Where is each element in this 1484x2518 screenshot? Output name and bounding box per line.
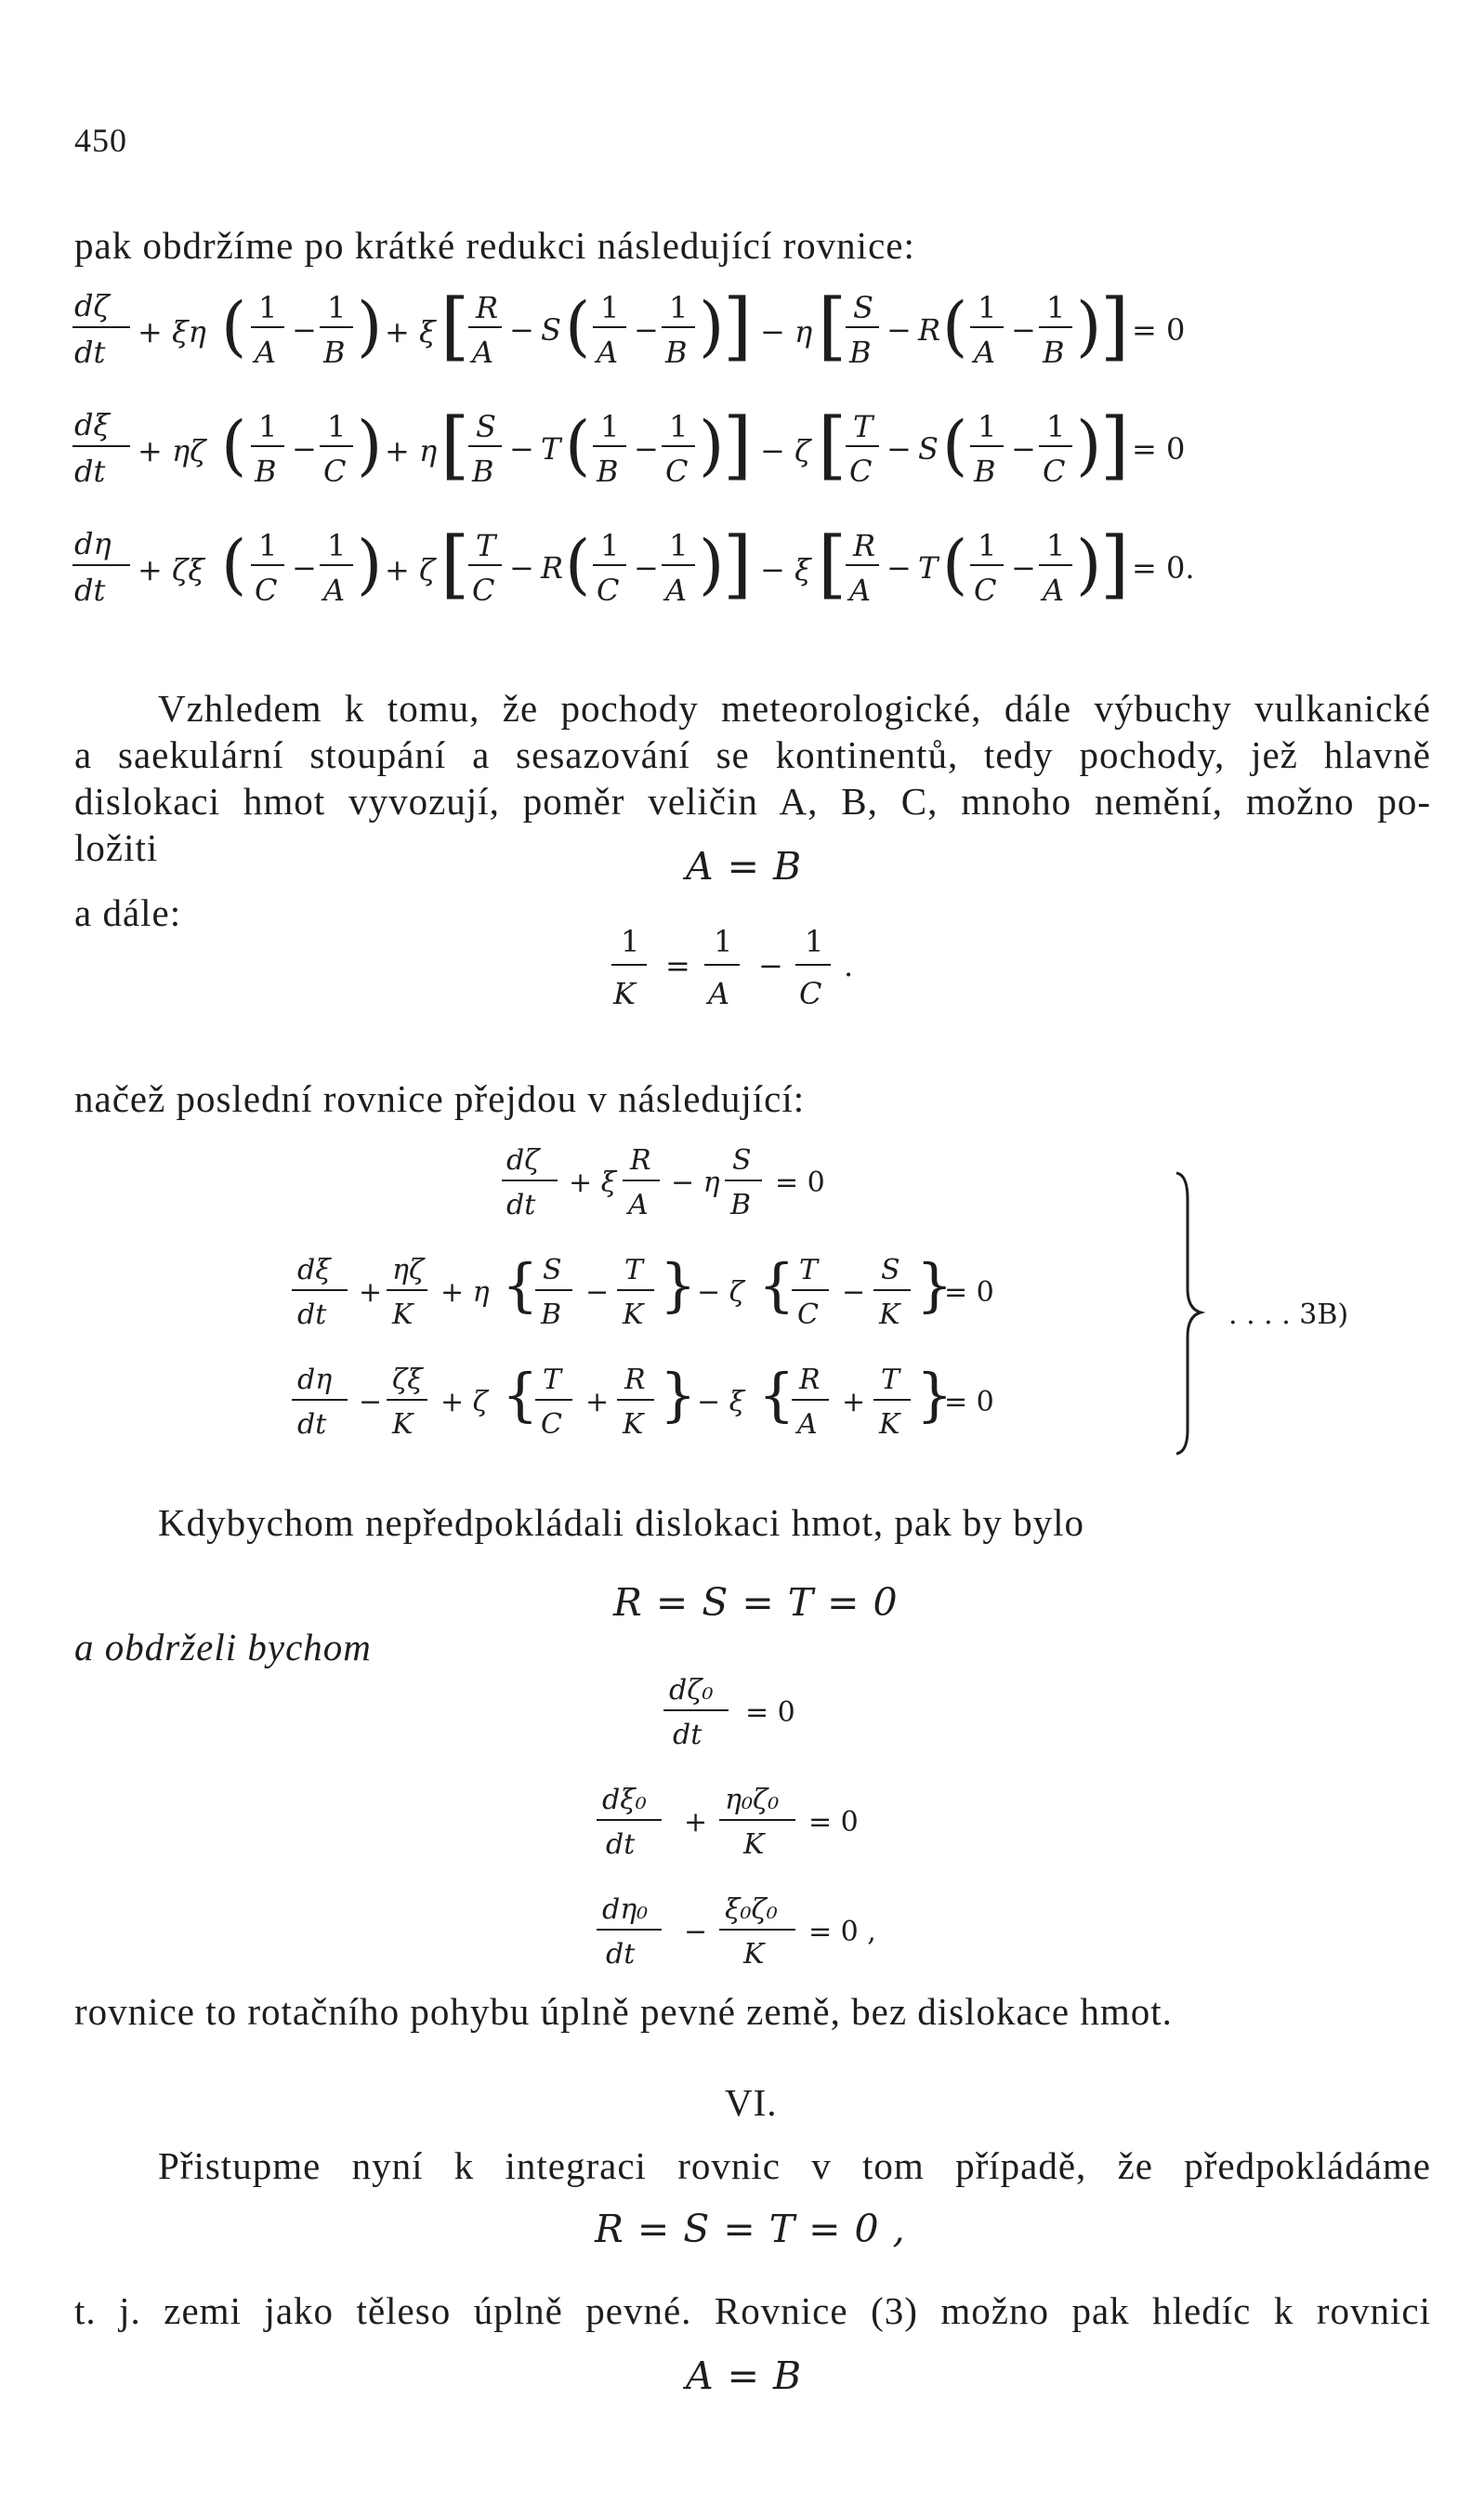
eq3-t1-b: C: [255, 573, 278, 608]
svg-text:{: {: [502, 1251, 539, 1319]
svg-text:T: T: [624, 1254, 644, 1286]
eq3-t2-coef: + ζ: [385, 552, 436, 587]
equation-2: [72, 402, 1185, 489]
k-minus: −: [758, 948, 783, 983]
eq1-t1-d: B: [323, 335, 346, 370]
eq2-t3-d: C: [849, 454, 873, 489]
svg-text:(: (: [942, 407, 968, 483]
svg-text:−: −: [886, 312, 912, 348]
eq1-t1-c: 1: [327, 290, 347, 325]
svg-text:−: −: [1011, 312, 1036, 348]
svg-text:η₀ζ₀: η₀ζ₀: [725, 1784, 780, 1816]
eq3-t1-coef: + ζξ: [138, 552, 204, 587]
k-d2: A: [708, 976, 730, 1011]
eq1-t2-s: B: [665, 335, 688, 370]
eq3-t2-r: 1: [669, 528, 689, 563]
eq1-t1-b: A: [255, 335, 277, 370]
eq3-t2-s: A: [665, 573, 688, 608]
eq1-t3-x: R: [918, 312, 941, 348]
eq1-lhs-den: dt: [74, 335, 106, 370]
para2-line: Přistupme nyní k integraci rovnic v tom případě, že předpokládáme: [158, 2144, 1431, 2187]
eq1-t2-p: 1: [600, 290, 620, 325]
svg-text:R: R: [624, 1364, 646, 1396]
svg-text:]: ]: [723, 283, 753, 369]
svg-text:ζξ: ζξ: [392, 1364, 423, 1396]
svg-text:−: −: [292, 312, 317, 348]
svg-text:(: (: [565, 288, 591, 364]
equation-system-rigid: [585, 1664, 994, 2008]
svg-text:−: −: [886, 431, 912, 467]
eq1-t3-q: A: [974, 335, 996, 370]
eq3-t3-q: C: [974, 573, 997, 608]
equation-k-def: [604, 920, 939, 1022]
svg-text:C: C: [541, 1408, 562, 1441]
svg-text:): ): [699, 407, 725, 483]
svg-text:(: (: [565, 407, 591, 483]
eq2-t2-x: T: [541, 431, 561, 467]
svg-text:ηζ: ηζ: [392, 1254, 425, 1286]
svg-text:dt: dt: [673, 1719, 703, 1751]
svg-text:T: T: [543, 1364, 562, 1396]
svg-text:−: −: [292, 431, 317, 467]
svg-text:−: −: [509, 312, 534, 348]
svg-text:−: −: [509, 431, 534, 467]
eq2-t3-x: S: [918, 431, 939, 467]
para1-line2: a saekulární stoupání a sesazování se kontinentů, tedy pochody, jež hlavně: [74, 733, 1431, 776]
svg-text:K: K: [623, 1408, 644, 1441]
svg-text:dζ: dζ: [506, 1144, 540, 1177]
equation-rst-zero: R = S = T = 0: [613, 1580, 899, 1625]
eq2-t1-c: 1: [327, 409, 347, 444]
svg-text:+: +: [585, 1386, 610, 1418]
svg-text:[: [: [440, 283, 470, 369]
k-end: .: [844, 948, 854, 983]
sys0-row2: [597, 1784, 859, 1861]
eq1-t1-coef: + ξη: [138, 314, 206, 349]
svg-text:(: (: [221, 526, 247, 602]
svg-text:−: −: [634, 431, 659, 467]
svg-text:+: +: [359, 1276, 383, 1309]
eq2-t2-d: B: [472, 454, 494, 489]
svg-text:K: K: [743, 1938, 765, 1971]
eq3-t3-coef: − ξ: [760, 552, 811, 587]
eq2-t1-coef: + ηζ: [138, 433, 206, 468]
k-d1: K: [613, 976, 636, 1011]
eq3-lhs-num: dη: [74, 526, 112, 561]
eq3-t1-c: 1: [327, 528, 347, 563]
eq3-lhs-den: dt: [74, 573, 106, 608]
nacez-line: načež poslední rovnice přejdou v následující:: [74, 1077, 806, 1120]
eq2-t3-p: 1: [978, 409, 997, 444]
equation-system-3b: [279, 1134, 1450, 1478]
eq2-t3-s: C: [1043, 454, 1066, 489]
svg-text:= 0: = 0: [775, 1167, 825, 1199]
svg-text:B: B: [541, 1299, 562, 1331]
svg-text:): ): [1076, 288, 1102, 364]
eq1-t2-q: A: [597, 335, 619, 370]
sys3b-row2: [292, 1251, 994, 1331]
para1-line3: dislokaci hmot vyvozují, poměr veličin A, B, C, mnoho nemění, možno po-: [74, 780, 1431, 823]
svg-text:[: [: [440, 521, 470, 607]
equation-a-eq-b: A = B: [686, 844, 803, 889]
svg-text:K: K: [392, 1408, 414, 1441]
svg-text:dη: dη: [297, 1364, 333, 1396]
svg-text:]: ]: [1100, 402, 1130, 488]
svg-text:A: A: [628, 1189, 649, 1221]
svg-text:]: ]: [723, 402, 753, 488]
eq2-t2-q: B: [597, 454, 619, 489]
svg-text:(: (: [565, 526, 591, 602]
k-eq: =: [665, 948, 690, 983]
svg-text:A: A: [797, 1408, 818, 1441]
svg-text:{: {: [758, 1361, 795, 1429]
svg-text:): ): [357, 407, 383, 483]
svg-text:[: [: [818, 521, 847, 607]
svg-text:(: (: [942, 288, 968, 364]
eq2-lhs-den: dt: [74, 454, 106, 489]
svg-text:]: ]: [1100, 283, 1130, 369]
rovnice-to-line: rovnice to rotačního pohybu úplně pevné země, bez dislokace hmot.: [74, 1990, 1173, 2033]
svg-text:dη₀: dη₀: [602, 1893, 649, 1926]
eq2-rhs: = 0: [1132, 431, 1186, 467]
eq3-t1-a: 1: [258, 528, 278, 563]
svg-text:dξ₀: dξ₀: [602, 1784, 647, 1816]
svg-text:dζ₀: dζ₀: [669, 1674, 714, 1707]
svg-text:− η: − η: [671, 1167, 720, 1199]
svg-text:): ): [699, 526, 725, 602]
eq1-t3-s: B: [1043, 335, 1065, 370]
a-dale-label: a dále:: [74, 891, 182, 934]
eq3-t2-d: C: [472, 573, 495, 608]
eq3-t3-s: A: [1043, 573, 1065, 608]
svg-text:dt: dt: [297, 1299, 327, 1331]
svg-text:(: (: [942, 526, 968, 602]
eq3-rhs: = 0.: [1132, 550, 1195, 586]
eq3-t2-x: R: [541, 550, 564, 586]
eq2-t1-d: C: [323, 454, 347, 489]
svg-text:− ζ: − ζ: [697, 1276, 744, 1309]
eq3-t3-r: 1: [1046, 528, 1066, 563]
svg-text:): ): [1076, 526, 1102, 602]
k-n2: 1: [714, 924, 733, 959]
svg-text:−: −: [509, 550, 534, 586]
equation-3: [72, 521, 1195, 608]
page-number: 450: [74, 122, 127, 159]
svg-text:K: K: [392, 1299, 414, 1331]
svg-text:[: [: [818, 402, 847, 488]
svg-text:}: }: [916, 1361, 953, 1429]
eq1-rhs: = 0: [1132, 312, 1186, 348]
svg-text:−: −: [1011, 431, 1036, 467]
k-n3: 1: [805, 924, 824, 959]
eq3-t2-p: 1: [600, 528, 620, 563]
svg-text:−: −: [585, 1276, 610, 1309]
eq1-t2-coef: + ξ: [385, 314, 436, 349]
eq1-t2-r: 1: [669, 290, 689, 325]
eq1-t3-d: B: [849, 335, 872, 370]
svg-text:+ ζ: + ζ: [440, 1386, 488, 1418]
svg-text:[: [: [818, 283, 847, 369]
eq1-t3-n: S: [853, 290, 873, 325]
equation-a-eq-b-2: A = B: [686, 2353, 803, 2398]
equation-1: [72, 283, 1185, 370]
svg-text:[: [: [440, 402, 470, 488]
eq2-t3-n: T: [853, 409, 873, 444]
svg-text:}: }: [660, 1251, 697, 1319]
sys0-row3: [597, 1893, 876, 1971]
eq1-t3-p: 1: [978, 290, 997, 325]
eq1-t3-r: 1: [1046, 290, 1066, 325]
eq3-t3-d: A: [849, 573, 872, 608]
eq3-t3-n: R: [853, 528, 876, 563]
kdybychom-line: Kdybychom nepředpokládali dislokaci hmot, pak by bylo: [158, 1501, 1084, 1544]
eq2-t3-r: 1: [1046, 409, 1066, 444]
svg-text:T: T: [799, 1254, 819, 1286]
eq1-t2-x: S: [541, 312, 561, 348]
eq3-t2-n: T: [476, 528, 496, 563]
eq2-t2-r: 1: [669, 409, 689, 444]
eq1-t2-d: A: [472, 335, 494, 370]
para1-line4: ložiti: [74, 826, 159, 869]
svg-text:−: −: [292, 550, 317, 586]
svg-text:K: K: [879, 1299, 900, 1331]
svg-text:(: (: [221, 288, 247, 364]
obdrzeli-line: a obdrželi bychom: [74, 1626, 372, 1668]
svg-text:K: K: [879, 1408, 900, 1441]
equation-rst-zero-2: R = S = T = 0 ,: [595, 2207, 906, 2251]
eq2-t1-b: B: [255, 454, 277, 489]
svg-text:(: (: [221, 407, 247, 483]
para3-line: t. j. zemi jako těleso úplně pevné. Rovnice (3) možno pak hledíc k rovnici: [74, 2289, 1431, 2332]
sys3b-row1: [502, 1144, 825, 1221]
eq1-t3-coef: − η: [760, 314, 813, 349]
eq2-lhs-num: dξ: [74, 407, 111, 442]
svg-text:): ): [1076, 407, 1102, 483]
svg-text:= 0: = 0: [745, 1696, 795, 1729]
svg-text:B: B: [730, 1189, 752, 1221]
section-heading: VI.: [725, 2081, 778, 2124]
sys3b-row3: [292, 1361, 994, 1441]
svg-text:−: −: [359, 1386, 383, 1418]
svg-text:K: K: [623, 1299, 644, 1331]
eq2-t1-a: 1: [258, 409, 278, 444]
svg-text:]: ]: [723, 521, 753, 607]
svg-text:= 0: = 0: [944, 1276, 994, 1309]
sys3b-label: . . . . 3B): [1228, 1299, 1349, 1331]
svg-text:+ ξ: + ξ: [569, 1167, 617, 1199]
k-d3: C: [799, 976, 822, 1011]
svg-text:dt: dt: [506, 1189, 536, 1221]
svg-text:T: T: [881, 1364, 900, 1396]
svg-text:{: {: [502, 1361, 539, 1429]
svg-text:R: R: [799, 1364, 821, 1396]
sys0-row1: [663, 1674, 795, 1751]
eq2-t3-q: B: [974, 454, 996, 489]
svg-text:−: −: [1011, 550, 1036, 586]
svg-text:K: K: [743, 1828, 765, 1861]
svg-text:}: }: [660, 1361, 697, 1429]
svg-text:+ η: + η: [440, 1276, 490, 1309]
equations-euler: [65, 279, 1440, 651]
eq2-t2-n: S: [476, 409, 496, 444]
k-n1: 1: [621, 924, 640, 959]
svg-text:C: C: [797, 1299, 819, 1331]
eq2-t3-coef: − ζ: [760, 433, 811, 468]
eq2-t2-s: C: [665, 454, 689, 489]
eq1-lhs-num: dζ: [74, 288, 110, 323]
svg-text:): ): [357, 526, 383, 602]
svg-text:−: −: [684, 1916, 708, 1948]
svg-text:dt: dt: [606, 1828, 636, 1861]
svg-text:S: S: [732, 1144, 752, 1177]
para1-line1: Vzhledem k tomu, že pochody meteorologické, dále výbuchy vulkanické: [158, 687, 1431, 730]
svg-text:S: S: [543, 1254, 562, 1286]
eq3-t3-x: T: [918, 550, 939, 586]
svg-text:{: {: [758, 1251, 795, 1319]
eq3-t2-q: C: [597, 573, 620, 608]
eq3-t1-d: A: [323, 573, 346, 608]
svg-text:−: −: [634, 550, 659, 586]
eq1-t2-n: R: [476, 290, 499, 325]
svg-text:− ξ: − ξ: [697, 1386, 745, 1418]
svg-text:}: }: [916, 1251, 953, 1319]
eq1-t1-a: 1: [258, 290, 278, 325]
svg-text:−: −: [886, 550, 912, 586]
svg-text:R: R: [630, 1144, 651, 1177]
svg-text:+: +: [842, 1386, 866, 1418]
svg-text:= 0: = 0: [944, 1386, 994, 1418]
svg-text:= 0: = 0: [808, 1806, 859, 1839]
svg-text:= 0 ,: = 0 ,: [808, 1916, 876, 1948]
svg-text:): ): [699, 288, 725, 364]
svg-text:dt: dt: [606, 1938, 636, 1971]
svg-text:−: −: [842, 1276, 866, 1309]
svg-text:−: −: [634, 312, 659, 348]
system-brace: [1176, 1173, 1201, 1454]
svg-text:): ): [357, 288, 383, 364]
svg-text:+: +: [684, 1806, 708, 1839]
eq2-t2-coef: + η: [385, 433, 438, 468]
eq3-t3-p: 1: [978, 528, 997, 563]
svg-text:dξ: dξ: [297, 1254, 331, 1286]
eq2-t2-p: 1: [600, 409, 620, 444]
svg-text:ξ₀ζ₀: ξ₀ζ₀: [725, 1893, 778, 1926]
intro-line: pak obdržíme po krátké redukci následující rovnice:: [74, 224, 915, 267]
svg-text:]: ]: [1100, 521, 1130, 607]
svg-text:S: S: [881, 1254, 900, 1286]
svg-text:dt: dt: [297, 1408, 327, 1441]
